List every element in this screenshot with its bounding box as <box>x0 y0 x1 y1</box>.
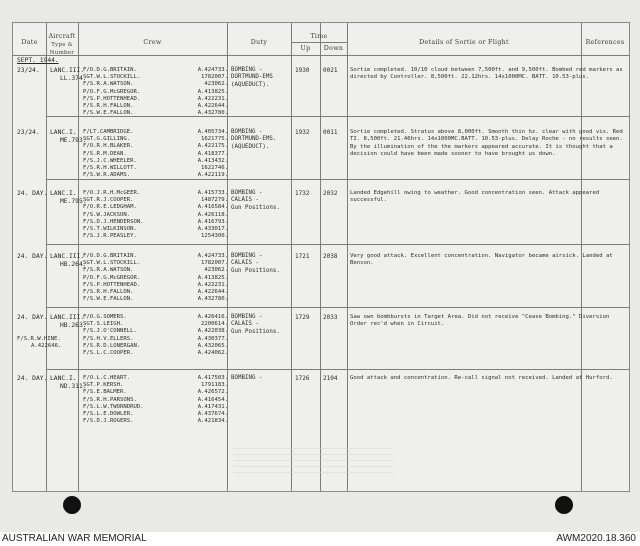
time-up: 1930 <box>295 67 310 74</box>
time-down: 0011 <box>323 129 338 136</box>
crew-member: SGT.R.J.COOPER. 1487279. <box>83 197 228 204</box>
crew-member: P/O.F.G.McGREGOR. A.413825. <box>83 88 228 95</box>
aircraft-type: LANC.I. <box>50 129 77 136</box>
entry-divider <box>46 244 629 245</box>
crew-member: F/O.J.R.H.McGEER. A.415733. <box>83 190 228 196</box>
crew-list <box>83 253 228 303</box>
crew-member: F/S.D.J.HENDERSON. A.416793. <box>83 218 228 225</box>
aircraft-number: LL.374. <box>60 75 87 82</box>
crew-member: F/S.W.JACKSON. A.426118. <box>83 211 228 218</box>
crew-member: F/S.W.E.FALLON. A.432780. <box>83 110 228 117</box>
crew-member: SGT.G.GILLING. 1621775. <box>83 136 228 143</box>
crew-member: F/S.L.E.DOWLER. A.437674. <box>83 411 228 418</box>
crew-member: SGT.W.L.STOCKILL. 1782007. <box>83 260 228 267</box>
time-subheader-rule <box>291 42 347 43</box>
aircraft <box>50 253 87 269</box>
sortie-details: Sortie completed. 10/10 cloud between 7,500ft. and 9,500ft. Bombed red markers as directed by Controller. 8,500ft. 22.12hrs. 14x1000MC. BATT. 10.53-plus. <box>350 67 623 81</box>
sortie-details: Landed Edgehill owing to weather. Good concentration seen. Attack appeared successful. <box>350 190 600 204</box>
aircraft <box>50 190 87 206</box>
column-rule <box>291 23 292 491</box>
aircraft-number: HB.263. <box>60 322 87 329</box>
bleed-through-marks <box>233 448 393 478</box>
crew-member: F/S.E.BALMER. A.426572. <box>83 389 228 396</box>
crew-member: F/S.J.O'CONNELL. A.422038. <box>83 328 228 335</box>
column-rule <box>320 23 321 491</box>
time-down: 0021 <box>323 67 338 74</box>
time-up: 1721 <box>295 253 310 260</box>
header-time-up: Up <box>300 45 311 52</box>
crew-member: F/S.R.A.WATSON. 423062. <box>83 267 228 274</box>
aircraft-type: LANC.III. <box>50 253 85 260</box>
crew-member: F/S.R.M.DEAN. A.418377. <box>83 150 228 157</box>
entry-date: 24. DAY. <box>17 314 48 321</box>
crew-member: P/O.F.G.McGREGOR. A.413825. <box>83 274 228 281</box>
archive-footer <box>0 532 640 546</box>
crew-member: F/S.R.H.PARSONS. A.416454. <box>83 396 228 403</box>
aircraft-number: ME.795. <box>60 198 87 205</box>
crew-member: F/S.J.R.PEASLEY. 1254300. <box>83 233 228 240</box>
aircraft-number: ME.793. <box>60 137 87 144</box>
header-duty: Duty <box>250 39 268 46</box>
crew-member: F/O.G.SOMERS. A.426416. <box>83 314 228 320</box>
crew-member: F/S.P.HOTTENHEAD. A.422231. <box>83 281 228 288</box>
crew-member: F/S.P.HOTTENHEAD. A.422231. <box>83 95 228 102</box>
pilot-name: F/S.R.W.HINE. <box>17 336 61 342</box>
crew-list <box>83 190 228 240</box>
pilot-number: A.422646. <box>31 343 62 349</box>
binder-hole <box>63 496 81 514</box>
crew-member: F/S.H.V.ELLERS. A.430377. <box>83 335 228 342</box>
crew-member: F/S.W.R.ADAMS. A.422119. <box>83 172 228 179</box>
time-up: 1732 <box>295 190 310 197</box>
aircraft <box>50 314 87 330</box>
time-down: 2038 <box>323 253 338 260</box>
aircraft-number: HB.264. <box>60 261 87 268</box>
crew-member: SGT.W.L.STOCKILL. 1782007. <box>83 74 228 81</box>
sortie-details: Very good attack. Excellent concentration. Navigator became airsick. Landed at Benson. <box>350 253 613 267</box>
time-down: 2104 <box>323 375 338 382</box>
archive-reference: AWM2020.18.360 <box>556 533 636 544</box>
crew-member: F/O.R.E.LEDGHAM. A.416584. <box>83 204 228 211</box>
time-up: 1729 <box>295 314 310 321</box>
crew-member: F/S.W.E.FALLON. A.432780. <box>83 296 228 303</box>
duty: BOMBING - <box>231 375 263 381</box>
aircraft <box>50 375 87 391</box>
duty: BOMBING - CALAIS - Gun Positions. <box>231 314 280 335</box>
aircraft <box>50 129 87 145</box>
entry-divider <box>46 307 629 308</box>
duty: BOMBING - CALAIS - Gun Positions. <box>231 190 280 211</box>
crew-member: F/S.R.A.WATSON. 423062. <box>83 81 228 88</box>
aircraft <box>50 67 87 83</box>
binder-hole <box>555 496 573 514</box>
sortie-details: Sortie completed. Stratus above 8,000ft. Smooth thin hz. clear with good vis. Red TI. 8,500ft. 21.46hrs. 14x1000MC.BATT. 10.53-plus. Delay Roche - no results seen. By the illumination of the the markers appeared accurate. It is thought that a decision could have been made sooner to have brought us down. <box>350 129 623 158</box>
entry-date: 24. DAY. <box>17 190 48 197</box>
header-references: References <box>585 39 625 46</box>
crew-member: F/S.R.H.FALLON. A.422644. <box>83 103 228 110</box>
crew-member: F/S.L.C.COOPER. A.424062. <box>83 350 228 357</box>
crew-member: F/S.J.C.WHEELER. A.413432. <box>83 157 228 164</box>
entry-date: 24. DAY. <box>17 253 48 260</box>
header-time: Time <box>310 33 328 40</box>
crew-list <box>83 375 228 425</box>
aircraft-number: ND.311. <box>60 383 87 390</box>
crew-list <box>83 129 228 179</box>
crew-member: SGT.P.KERSH. 1791183. <box>83 382 228 389</box>
duty: BOMBING - DORTMUND-EMS. (AQUEDUCT). <box>231 129 277 150</box>
duty: BOMBING - DORTMUND-EMS (AQUEDUCT). <box>231 67 273 88</box>
entry-date: 23/24. <box>17 129 40 136</box>
header-crew: Crew <box>143 39 162 46</box>
crew-member: F/S.L.W.TWORNDRUD. A.417431. <box>83 403 228 410</box>
entry-date: 24. DAY. <box>17 375 48 382</box>
column-rule <box>347 23 348 491</box>
header-date: Date <box>21 39 38 46</box>
operations-record-sheet <box>12 22 630 492</box>
sortie-details: Saw own bombbursts in Target Area. Did not receive "Cease Bombing." Diversion Order rec'd when in Circuit. <box>350 314 610 328</box>
crew-member: F/O.D.G.BRITAIN. A.424733. <box>83 253 228 259</box>
header-rule <box>13 55 629 56</box>
crew-list <box>83 67 228 117</box>
crew-member: F/S.R.D.LONERGAN. A.432065. <box>83 342 228 349</box>
entry-divider <box>46 369 629 370</box>
crew-member: F/O.D.G.BRITAIN. A.424733. <box>83 67 228 73</box>
sortie-details: Good attack and concentration. Re-call signal not received. Landed at Hurford. <box>350 375 613 381</box>
crew-member: F/S.R.H.FALLON. A.422644. <box>83 289 228 296</box>
entry-date: 23/24. <box>17 67 40 74</box>
crew-list <box>83 314 228 357</box>
aircraft-type: LANC.III. <box>50 314 85 321</box>
time-down: 2032 <box>323 190 338 197</box>
time-up: 1726 <box>295 375 310 382</box>
crew-member: F/S.T.WILKINSON. A.433017. <box>83 226 228 233</box>
institution-name: AUSTRALIAN WAR MEMORIAL <box>2 533 147 544</box>
header-time-down: Down <box>323 45 344 52</box>
crew-member: F/O.L.C.HEART. A.417503. <box>83 375 228 381</box>
aircraft-type: LANC.I. <box>50 375 77 382</box>
crew-member: F/LT.CAMBRIDGE. A.405734. <box>83 129 228 135</box>
time-up: 1932 <box>295 129 310 136</box>
aircraft-type: LANC.I. <box>50 190 77 197</box>
header-aircraft: Aircraft Type & Number <box>48 33 76 56</box>
crew-member: F/O.R.H.BLAKER. A.422175. <box>83 143 228 150</box>
month-heading: SEPT. 1944. <box>17 57 59 64</box>
crew-member: F/S.D.J.ROGERS. A.421834. <box>83 418 228 425</box>
duty: BOMBING - CALAIS - Gun Positions. <box>231 253 280 274</box>
crew-member: SGT.S.LEIGH. 2200614. <box>83 321 228 328</box>
header-details: Details of Sortie or Flight <box>419 39 509 46</box>
time-down: 2033 <box>323 314 338 321</box>
crew-member: F/S.R.H.WILLOTT. 1622746. <box>83 165 228 172</box>
aircraft-type: LANC.III. <box>50 67 85 74</box>
